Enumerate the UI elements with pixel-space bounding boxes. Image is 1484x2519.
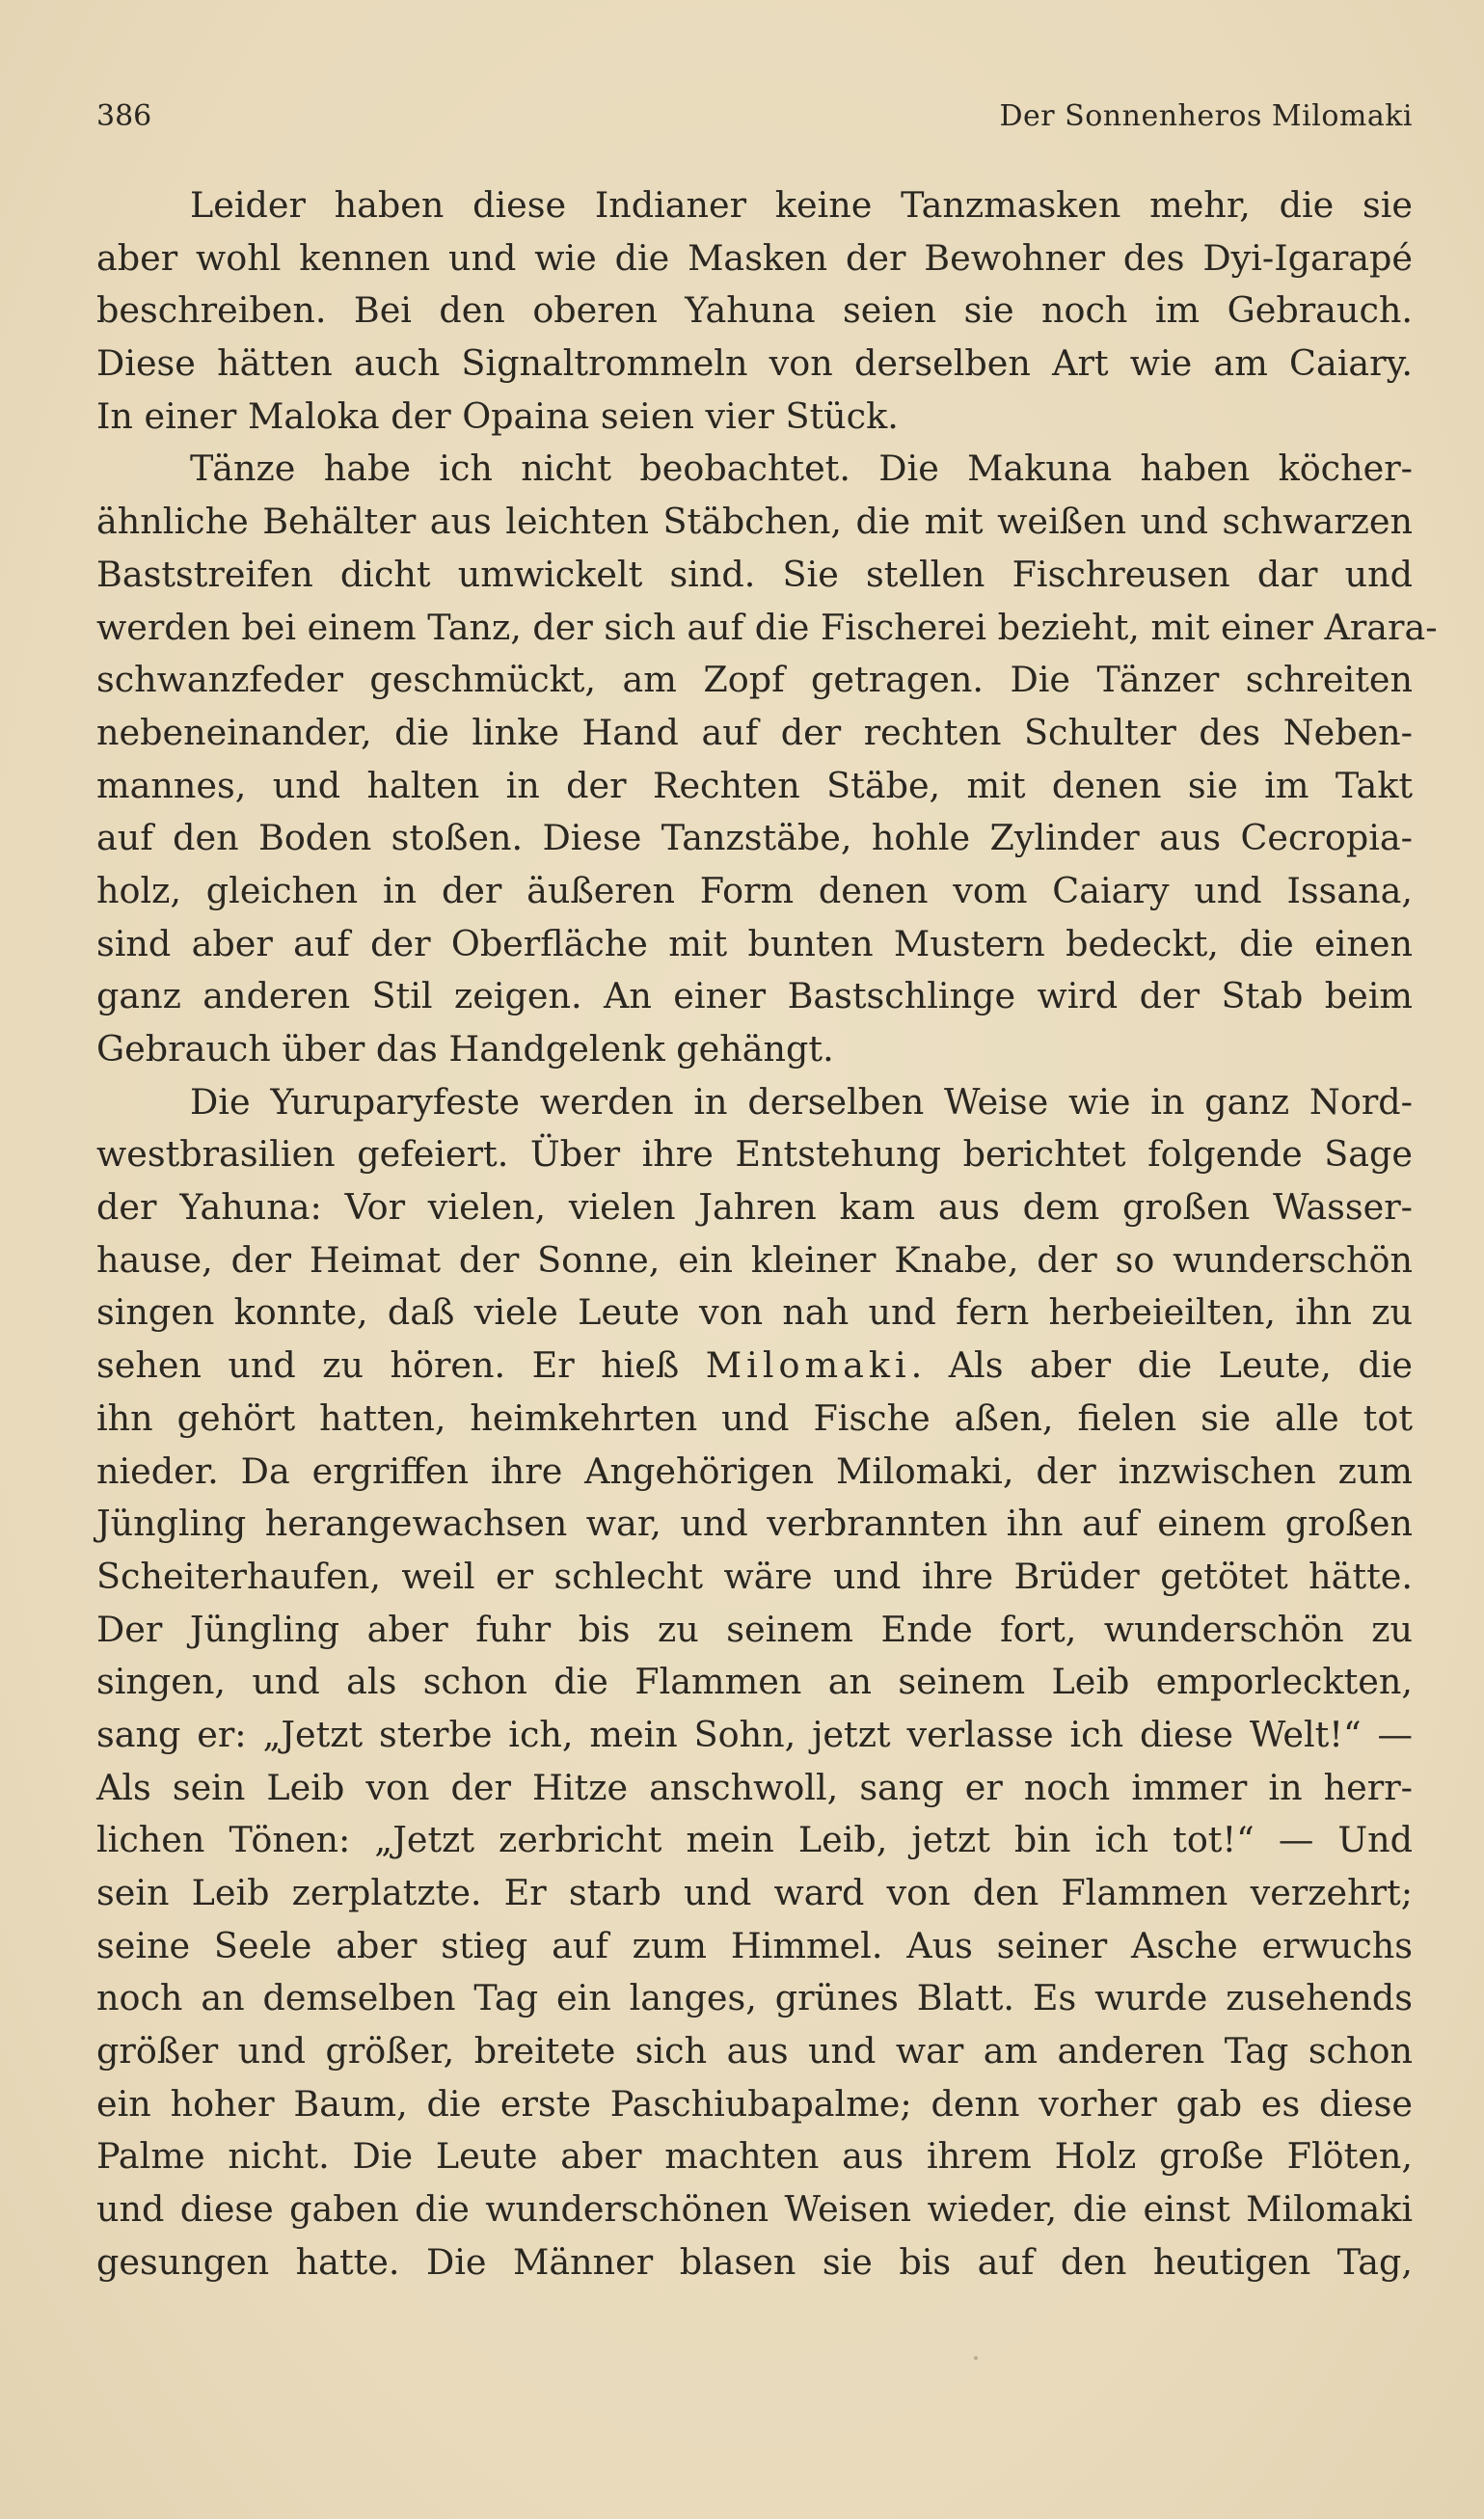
text-line: Diese hätten auch Signaltrommeln von derselben Art wie am Caiary. xyxy=(96,342,1413,385)
text-line: beschreiben. Bei den oberen Yahuna seien sie noch im Gebrauch. xyxy=(96,289,1413,332)
paper-speck xyxy=(974,2356,978,2360)
text-line: ein hoher Baum, die erste Paschiubapalme; denn vorher gab es diese xyxy=(96,2082,1413,2125)
text-line: Als sein Leib von der Hitze anschwoll, sang er noch immer in herr- xyxy=(96,1766,1413,1808)
text-line: Tänze habe ich nicht beobachtet. Die Makuna haben köcher- xyxy=(190,447,1413,490)
text-line: sein Leib zerplatzte. Er starb und ward von den Flammen verzehrt; xyxy=(96,1872,1413,1913)
text-line: Die Yuruparyfeste werden in derselben Weise wie in ganz Nord- xyxy=(190,1080,1413,1123)
text-line: auf den Boden stoßen. Diese Tanzstäbe, hohle Zylinder aus Cecropia- xyxy=(96,817,1413,859)
text-line: nieder. Da ergriffen ihre Angehörigen Milomaki, der inzwischen zum xyxy=(96,1449,1413,1492)
text-line: holz, gleichen in der äußeren Form denen vom Caiary und Issana, xyxy=(96,869,1413,911)
text-line: In einer Maloka der Opaina seien vier Stück. xyxy=(96,394,899,437)
text-line: seine Seele aber stieg auf zum Himmel. Aus seiner Asche erwuchs xyxy=(96,1924,1413,1966)
text-line: lichen Tönen: „Jetzt zerbricht mein Leib, jetzt bin ich tot!“ — Und xyxy=(96,1819,1413,1861)
text-line: nebeneinander, die linke Hand auf der rechten Schulter des Neben- xyxy=(96,711,1413,753)
line-start: sehen und zu hören. Er hieß xyxy=(96,1344,706,1387)
text-line: sang er: „Jetzt sterbe ich, mein Sohn, jetzt verlasse ich diese Welt!“ — xyxy=(96,1713,1413,1755)
text-line: Baststreifen dicht umwickelt sind. Sie stellen Fischreusen dar und xyxy=(96,553,1413,595)
page-number: 386 xyxy=(96,99,152,133)
text-line: hause, der Heimat der Sonne, ein kleiner Knabe, der so wunderschön xyxy=(96,1238,1413,1281)
text-line: noch an demselben Tag ein langes, grünes Blatt. Es wurde zusehends xyxy=(96,1977,1413,2019)
text-line: größer und größer, breitete sich aus und war am anderen Tag schon xyxy=(96,2030,1413,2072)
text-line-milomaki xyxy=(96,1340,1413,1393)
text-line: der Yahuna: Vor vielen, vielen Jahren kam aus dem großen Wasser- xyxy=(96,1186,1413,1229)
text-line: schwanzfeder geschmückt, am Zopf getragen. Die Tänzer schreiten xyxy=(96,659,1413,701)
text-line: Scheiterhaufen, weil er schlecht wäre und ihre Brüder getötet hätte. xyxy=(96,1555,1413,1597)
text-line: werden bei einem Tanz, der sich auf die Fischerei bezieht, mit einer Arara- xyxy=(96,606,1438,648)
text-line: ganz anderen Stil zeigen. An einer Bastschlinge wird der Stab beim xyxy=(96,975,1413,1017)
text-line: und diese gaben die wunderschönen Weisen wieder, die einst Milomaki xyxy=(96,2188,1413,2231)
page-header xyxy=(96,93,1413,141)
text-line: gesungen hatte. Die Männer blasen sie bis auf den heutigen Tag, xyxy=(96,2240,1413,2283)
text-line: Jüngling herangewachsen war, und verbrannten ihn auf einem großen xyxy=(96,1503,1413,1545)
text-line: Palme nicht. Die Leute aber machten aus ihrem Holz große Flöten, xyxy=(96,2135,1413,2178)
text-line: aber wohl kennen und wie die Masken der Bewohner des Dyi-Igarapé xyxy=(96,236,1413,279)
text-line: singen, und als schon die Flammen an seinem Leib emporleckten, xyxy=(96,1661,1413,1703)
text-line: ihn gehört hatten, heimkehrten und Fische aßen, fielen sie alle tot xyxy=(96,1396,1413,1439)
text-line: Gebrauch über das Handgelenk gehängt. xyxy=(96,1028,834,1070)
spaced-name-milomaki: Milomaki xyxy=(705,1344,911,1387)
line-end: . Als aber die Leute, die xyxy=(910,1344,1413,1387)
running-head: Der Sonnenheros Milomaki xyxy=(999,99,1413,133)
text-line: westbrasilien gefeiert. Über ihre Entstehung berichtet folgende Sage xyxy=(96,1133,1413,1176)
body-text xyxy=(96,179,1438,2289)
text-line: sind aber auf der Oberfläche mit bunten Mustern bedeckt, die einen xyxy=(96,922,1413,964)
text-line: mannes, und halten in der Rechten Stäbe, mit denen sie im Takt xyxy=(96,764,1413,806)
text-line: ähnliche Behälter aus leichten Stäbchen, die mit weißen und schwarzen xyxy=(96,501,1413,543)
text-line: singen konnte, daß viele Leute von nah und fern herbeieilten, ihn zu xyxy=(96,1291,1413,1334)
text-line: Leider haben diese Indianer keine Tanzmasken mehr, die sie xyxy=(190,184,1413,226)
text-line: Der Jüngling aber fuhr bis zu seinem Ende fort, wunderschön zu xyxy=(96,1608,1413,1650)
